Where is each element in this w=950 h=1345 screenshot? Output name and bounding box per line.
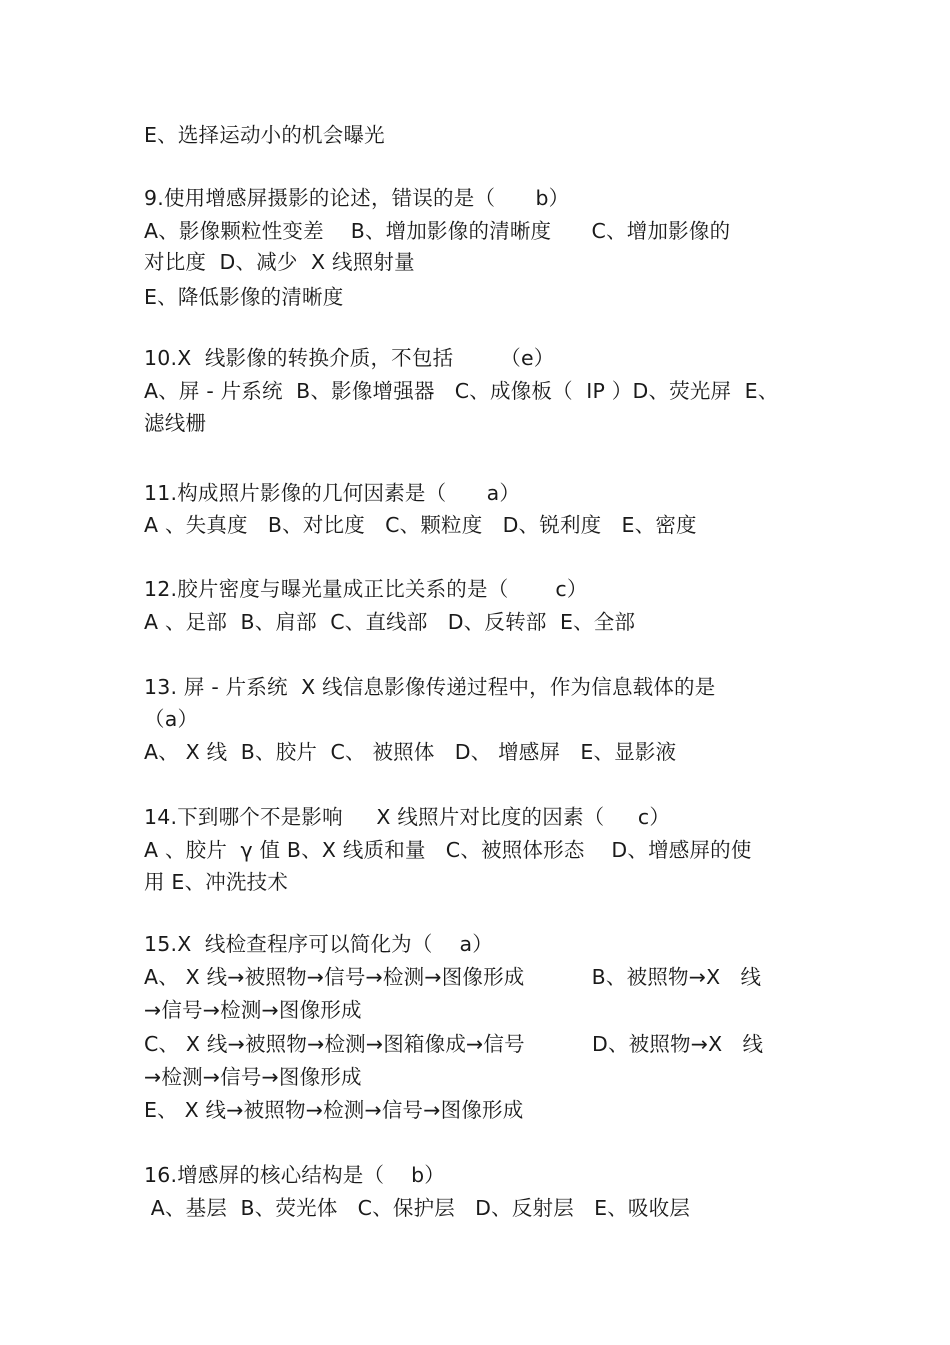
options-q13: A、 X 线 B、胶片 C、 被照体 D、 增感屏 E、显影液 (144, 740, 677, 764)
options-q9-line1: A、影像颗粒性变差 B、增加影像的清晰度 C、增加影像的 (144, 219, 731, 243)
question-13-line1: 13. 屏 - 片系统 X 线信息影像传递过程中，作为信息载体的是 (144, 675, 716, 699)
options-q14-line2: 用 E、冲洗技术 (144, 870, 289, 894)
options-q11: A 、失真度 B、对比度 C、颗粒度 D、锐利度 E、密度 (144, 513, 697, 537)
options-q9-line3: E、降低影像的清晰度 (144, 285, 344, 309)
question-13-line2: （a） (144, 707, 199, 731)
options-q9-line2: 对比度 D、减少 X 线照射量 (144, 250, 415, 274)
question-9: 9.使用增感屏摄影的论述，错误的是（ b） (144, 186, 570, 210)
question-15: 15.X 线检查程序可以简化为（ a） (144, 932, 493, 956)
options-q14-line1: A 、胶片 γ 值 B、X 线质和量 C、被照体形态 D、增感屏的使 (144, 838, 752, 862)
question-12: 12.胶片密度与曝光量成正比关系的是（ c） (144, 577, 588, 601)
question-11: 11.构成照片影像的几何因素是（ a） (144, 481, 521, 505)
options-q15-line2: →信号→检测→图像形成 (144, 998, 362, 1022)
options-q15-line1: A、 X 线→被照物→信号→检测→图像形成 B、被照物→X 线 (144, 965, 762, 989)
question-16: 16.增感屏的核心结构是（ b） (144, 1163, 445, 1187)
options-q15-line3: C、 X 线→被照物→检测→图箱像成→信号 D、被照物→X 线 (144, 1032, 764, 1056)
options-q15-line5: E、 X 线→被照物→检测→信号→图像形成 (144, 1098, 524, 1122)
options-q12: A 、足部 B、肩部 C、直线部 D、反转部 E、全部 (144, 610, 636, 634)
options-q15-line4: →检测→信号→图像形成 (144, 1065, 362, 1089)
options-q10-line1: A、屏 - 片系统 B、影像增强器 C、成像板（ IP ）D、荧光屏 E、 (144, 379, 779, 403)
question-14: 14.下到哪个不是影响 X 线照片对比度的因素（ c） (144, 805, 671, 829)
options-q16: A、基层 B、荧光体 C、保护层 D、反射层 E、吸收层 (144, 1196, 691, 1220)
question-10: 10.X 线影像的转换介质，不包括 （e） (144, 346, 555, 370)
option-e-q8: E、选择运动小的机会曝光 (144, 123, 385, 147)
options-q10-line2: 滤线栅 (144, 411, 207, 435)
